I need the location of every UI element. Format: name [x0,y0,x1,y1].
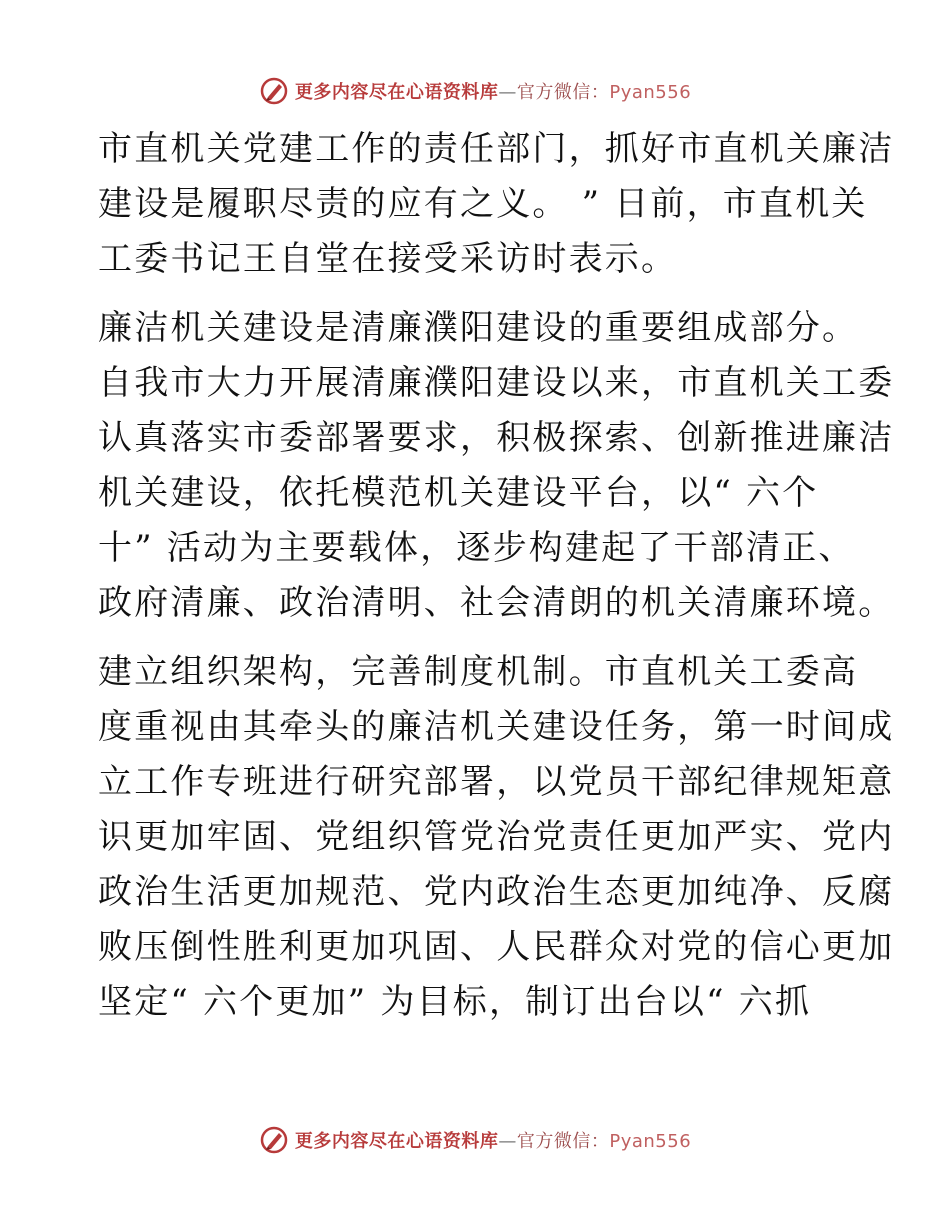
banner-dash: — [498,1131,517,1152]
text-line: 识更加牢固、党组织管党治党责任更加严实、党内 [98,817,895,857]
banner-main-text: 更多内容尽在心语资料库 [294,82,499,103]
paragraph-3 [98,645,895,1030]
footer-banner [0,1120,950,1160]
banner-sub-text: 官方微信： [516,1131,610,1152]
text-line: 立工作专班进行研究部署，以党员干部纪律规矩意 [98,762,895,802]
banner-sub-text: 官方微信： [516,82,610,103]
text-line: 十” 活动为主要载体，逐步构建起了干部清正、 [98,528,855,568]
text-line: 坚定“ 六个更加” 为目标，制订出台以“ 六抓 [98,982,812,1022]
text-line: 建立组织架构，完善制度机制。市直机关工委高 [98,652,859,692]
footer-banner-text [295,1127,691,1153]
paragraph-1 [98,122,895,287]
header-banner-text [295,78,691,104]
text-line: 度重视由其牵头的廉洁机关建设任务，第一时间成 [98,707,895,747]
text-line: 认真落实市委部署要求，积极探索、创新推进廉洁 [98,418,895,458]
text-line: 败压倒性胜利更加巩固、人民群众对党的信心更加 [98,927,895,967]
banner-dash: — [498,82,517,103]
document-body [98,122,895,1030]
text-line: 机关建设，依托模范机关建设平台，以“ 六个 [98,473,819,513]
text-line: 政治生活更加规范、党内政治生态更加纯净、反腐 [98,872,895,912]
banner-wechat-id: Pyan556 [609,1131,692,1152]
banner-wechat-id: Pyan556 [609,82,692,103]
paragraph-2 [98,301,895,631]
text-line: 自我市大力开展清廉濮阳建设以来，市直机关工委 [98,363,895,403]
banner-main-text: 更多内容尽在心语资料库 [294,1131,499,1152]
text-line: 建设是履职尽责的应有之义。 ” 日前，市直机关 [98,184,868,224]
text-line: 市直机关党建工作的责任部门，抓好市直机关廉洁 [98,129,895,169]
text-line: 工委书记王自堂在接受采访时表示。 [98,239,678,279]
text-line: 廉洁机关建设是清廉濮阳建设的重要组成部分。 [98,308,859,348]
header-banner [0,71,950,111]
pen-logo-icon [259,76,289,106]
pen-logo-icon [259,1125,289,1155]
text-line: 政府清廉、政治清明、社会清朗的机关清廉环境。 [98,583,895,623]
